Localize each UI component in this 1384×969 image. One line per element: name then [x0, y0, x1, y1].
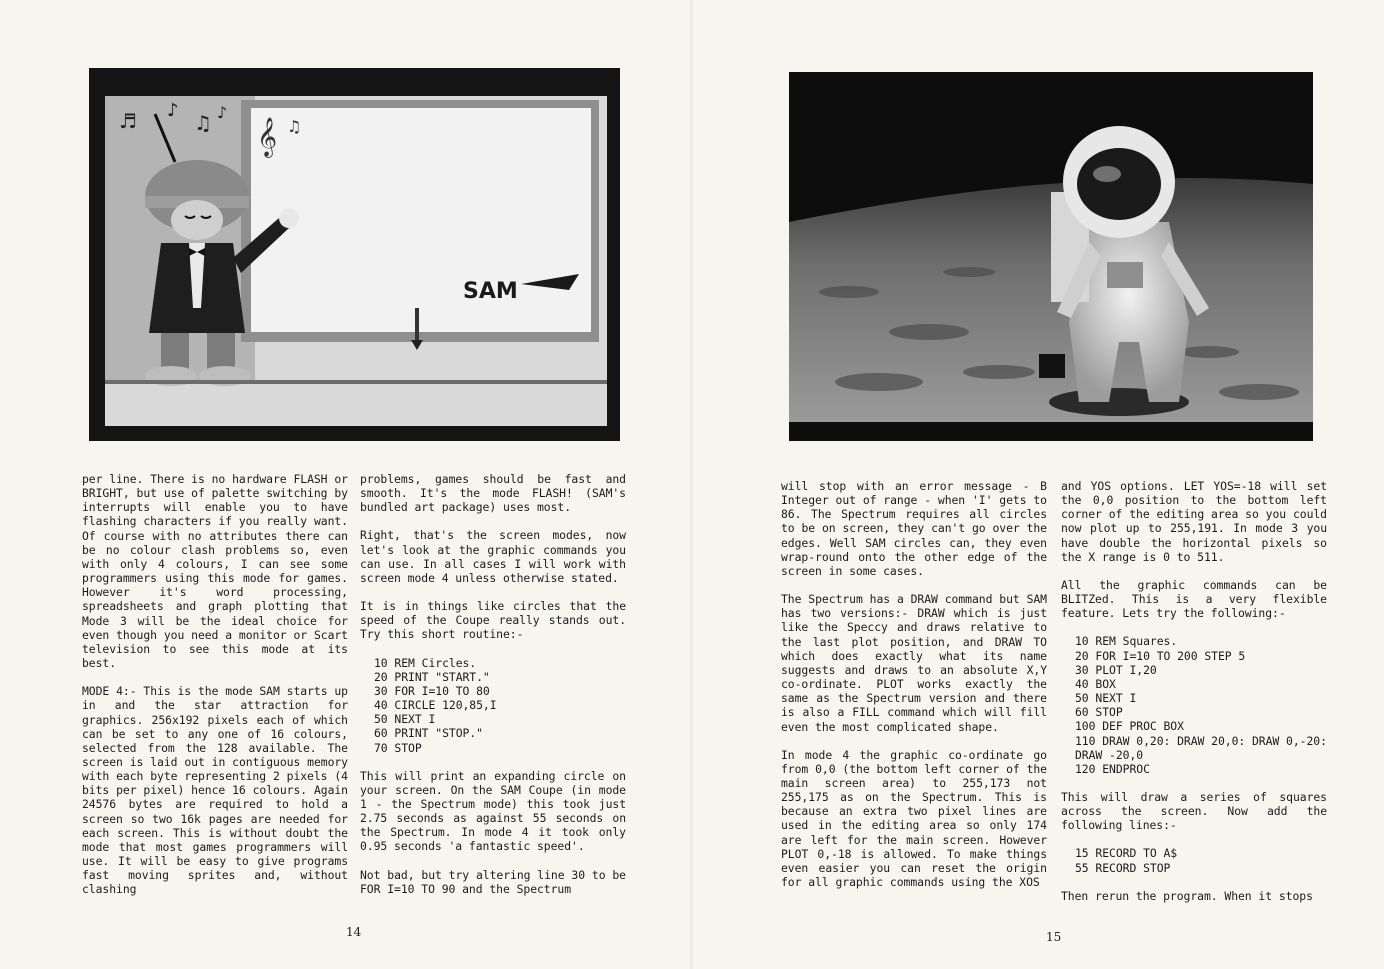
svg-text:𝄞: 𝄞 [257, 117, 278, 157]
code-line: 10 REM Circles. [374, 655, 477, 670]
right-page-column-2 [1061, 479, 1327, 903]
code-line: 50 NEXT I [374, 712, 436, 727]
cartoon-conductor-photo [89, 68, 620, 441]
code-listing-record [1075, 846, 1327, 874]
svg-text:SAM: SAM [463, 279, 518, 304]
code-line: 30 FOR I=10 TO 80 [374, 683, 490, 698]
code-line: 15 RECORD TO A$ [1075, 846, 1178, 861]
svg-text:♫: ♫ [287, 117, 302, 136]
paragraph: This will draw a series of squares across the screen. Now add the following lines:- [1061, 789, 1327, 833]
page-number: 15 [1046, 930, 1062, 944]
right-page-column-1 [781, 479, 1047, 889]
paragraph: The Spectrum has a DRAW command but SAM has two versions:- DRAW which is just like the Speccy and draws relative to the last plot position, and DRAW TO which does exactly what its name suggests and draws to an absolute X,Y co-ordinate. PLOT works exactly the same as the Spectrum version and there is also a FILL command which will fill even the most complicated shape. [781, 592, 1047, 734]
code-listing-squares [1075, 634, 1327, 776]
paragraph: In mode 4 the graphic co-ordinate go from 0,0 (the bottom left corner of the main screen area) to 255,173 not 255,175 as on the Spectrum. This is because an extra two pixel lines are used in the editing area so only 174 are left for the main screen. However PLOT 0,-18 is allowed. To make things even easier you can reset the origin for all graphic commands using the XOS [781, 747, 1047, 890]
left-page-column-1 [82, 472, 348, 897]
svg-text:♪: ♪ [217, 103, 228, 122]
code-line: 120 ENDPROC [1075, 761, 1150, 776]
svg-text:♬: ♬ [119, 109, 137, 133]
svg-text:♪: ♪ [167, 100, 179, 121]
code-line: 20 PRINT "START." [374, 669, 490, 684]
paragraph: All the graphic commands can be BLITZed. This is a very flexible feature. Lets try the following:- [1061, 577, 1327, 621]
code-line: 60 PRINT "STOP." [374, 726, 483, 741]
svg-text:♫: ♫ [194, 111, 212, 135]
astronaut-moon-photo [789, 72, 1313, 441]
paragraph: problems, games should be fast and smooth. It's the mode FLASH! (SAM's bundled art package) uses most. [360, 472, 626, 515]
left-page-column-2 [360, 472, 626, 896]
paragraph: MODE 4:- This is the mode SAM starts up in and the star attraction for graphics. 256x192 pixels each of which can be set to any one of 16 colours, selected from the 128 available. The screen is laid out in contiguous memory with each byte representing 2 pixels (4 bits per pixel) hence 16 colours. Again 24576 bytes are required to hold a screen so two 16k pages are needed for each screen. This is without doubt the mode that most games programmers will use. It will be easy to give programs fast moving sprites and, without clashing [82, 684, 348, 897]
paragraph: and YOS options. LET YOS=-18 will set the 0,0 position to the bottom left corner of the editing area so you could now plot up to 255,191. In mode 3 you have double the horizontal pixels so the X range is 0 to 511. [1061, 479, 1327, 564]
code-line: 110 DRAW 0,20: DRAW 20,0: DRAW 0,-20: [1075, 733, 1327, 748]
code-line: DRAW -20,0 [1075, 747, 1144, 762]
code-line: 10 REM Squares. [1075, 634, 1178, 649]
code-line: 60 STOP [1075, 705, 1123, 720]
code-line: 20 FOR I=10 TO 200 STEP 5 [1075, 648, 1246, 663]
paragraph: per line. There is no hardware FLASH or BRIGHT, but use of palette switching by interrupts will enable you to have flashing characters if you really want. Of course with no attributes there can be no colour clash problems so, even with only 4 colours, I can see some programmers using this mode for games. However it's word processing, spreadsheets and graph plotting that Mode 3 will be the ideal choice for even though you need a monitor or Scart television to see this mode at its best. [82, 472, 348, 671]
paragraph: It is in things like circles that the speed of the Coupe really stands out. Try this short routine:- [360, 599, 626, 642]
paragraph: This will print an expanding circle on your screen. On the SAM Coupe (in mode 1 - the Spectrum mode) this took just 2.75 seconds as against 55 seconds on the Spectrum. In mode 4 it took only 0.95 seconds 'a fantastic speed'. [360, 768, 626, 854]
page-gutter [690, 0, 694, 969]
code-line: 30 PLOT I,20 [1075, 662, 1157, 677]
code-listing-circles [374, 656, 626, 755]
code-line: 70 STOP [374, 740, 422, 755]
paragraph: Not bad, but try altering line 30 to be FOR I=10 TO 90 and the Spectrum [360, 867, 626, 896]
code-line: 100 DEF PROC BOX [1075, 719, 1184, 734]
paragraph: will stop with an error message - B Integer out of range - when 'I' gets to 86. The Spectrum requires all circles to be on screen, they can't go over the edges. Well SAM circles can, they even wrap-round onto the other edge of the screen in some cases. [781, 479, 1047, 578]
code-line: 50 NEXT I [1075, 691, 1137, 706]
code-line: 40 CIRCLE 120,85,I [374, 698, 497, 713]
code-line: 55 RECORD STOP [1075, 860, 1171, 875]
page-number: 14 [346, 925, 362, 939]
paragraph: Then rerun the program. When it stops [1061, 888, 1313, 903]
code-line: 40 BOX [1075, 676, 1116, 691]
paragraph: Right, that's the screen modes, now let's look at the graphic commands you can use. In all cases I will work with screen mode 4 unless otherwise stated. [360, 528, 626, 585]
